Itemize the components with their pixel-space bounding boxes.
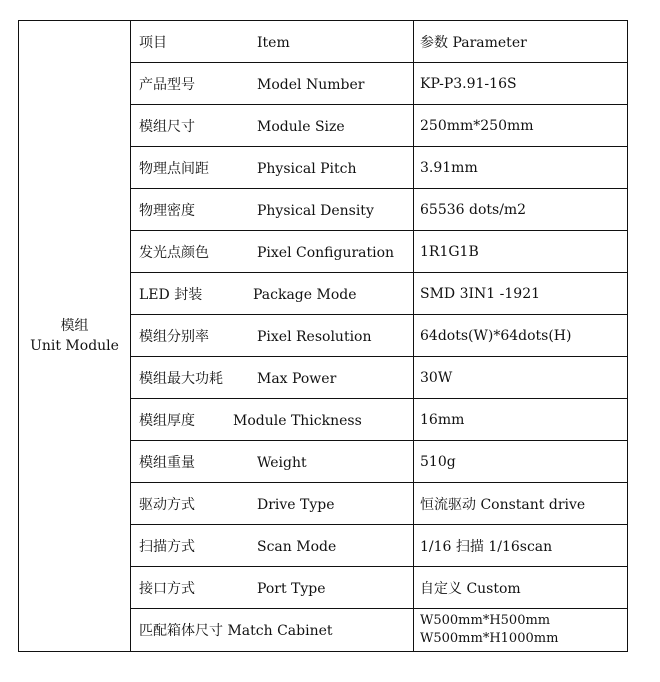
item-cell — [131, 147, 414, 189]
item-cell — [131, 21, 414, 63]
value-cell: 1R1G1B — [414, 231, 628, 273]
value-cell: 250mm*250mm — [414, 105, 628, 147]
item-label-zh: 匹配箱体尺寸 — [139, 623, 223, 639]
item-label-en: Item — [257, 34, 290, 51]
item-cell — [131, 357, 414, 399]
item-cell — [131, 483, 414, 525]
item-label-en: Module Size — [257, 118, 345, 135]
item-label-zh: 驱动方式 — [139, 496, 195, 513]
value-cell: 30W — [414, 357, 628, 399]
item-label-en: Drive Type — [257, 496, 335, 513]
value-cell: SMD 3IN1 -1921 — [414, 273, 628, 315]
item-label-zh: 物理点间距 — [139, 160, 209, 177]
item-cell — [131, 399, 414, 441]
item-label-en: Weight — [257, 454, 307, 471]
item-label-en: Match Cabinet — [227, 623, 333, 639]
item-cell — [131, 525, 414, 567]
item-label-zh: LED 封装 — [139, 286, 203, 303]
item-label-en: Physical Pitch — [257, 160, 357, 177]
item-label-zh: 物理密度 — [139, 202, 195, 219]
spec-table — [18, 20, 628, 652]
item-label-en: Model Number — [257, 76, 365, 93]
group-label-zh: 模组 — [60, 318, 89, 334]
value-cell: 参数 Parameter — [414, 21, 628, 63]
item-cell — [131, 441, 414, 483]
item-label-zh: 发光点颜色 — [139, 244, 209, 261]
value-line: W500mm*H1000mm — [420, 631, 559, 646]
item-label-zh: 模组最大功耗 — [139, 370, 223, 387]
item-label-zh: 模组重量 — [139, 454, 195, 471]
value-cell: 65536 dots/m2 — [414, 189, 628, 231]
value-cell: 64dots(W)*64dots(H) — [414, 315, 628, 357]
item-cell — [131, 273, 414, 315]
value-cell: 510g — [414, 441, 628, 483]
item-label-zh: 模组尺寸 — [139, 118, 195, 135]
item-label-en: Physical Density — [257, 202, 374, 219]
value-cell: 3.91mm — [414, 147, 628, 189]
item-label-en: Port Type — [257, 580, 326, 597]
item-cell — [131, 231, 414, 273]
value-cell: 恒流驱动 Constant drive — [414, 483, 628, 525]
item-label-zh: 模组厚度 — [139, 412, 195, 429]
value-cell: 1/16 扫描 1/16scan — [414, 525, 628, 567]
item-label-zh: 项目 — [139, 34, 167, 51]
table-row — [19, 21, 628, 63]
item-label-zh: 产品型号 — [139, 76, 195, 93]
item-cell — [131, 63, 414, 105]
item-label-en: Scan Mode — [257, 538, 337, 555]
item-cell — [131, 189, 414, 231]
item-label-en: Package Mode — [253, 286, 357, 303]
item-cell — [131, 567, 414, 609]
item-label-zh: 模组分别率 — [139, 328, 209, 345]
group-label-en: Unit Module — [30, 338, 119, 354]
item-label-en: Module Thickness — [233, 412, 362, 429]
value-cell: 自定义 Custom — [414, 567, 628, 609]
value-cell: KP-P3.91-16S — [414, 63, 628, 105]
value-line: W500mm*H500mm — [420, 613, 551, 628]
group-cell — [19, 21, 131, 652]
item-cell — [131, 315, 414, 357]
item-cell — [131, 105, 414, 147]
value-cell: 16mm — [414, 399, 628, 441]
item-label-zh: 接口方式 — [139, 580, 195, 597]
item-label-en: Pixel Configuration — [257, 244, 395, 261]
item-label-en: Pixel Resolution — [257, 328, 372, 345]
value-cell — [414, 609, 628, 652]
item-label-en: Max Power — [257, 370, 337, 387]
item-label-zh: 扫描方式 — [139, 538, 195, 555]
item-cell — [131, 609, 414, 652]
